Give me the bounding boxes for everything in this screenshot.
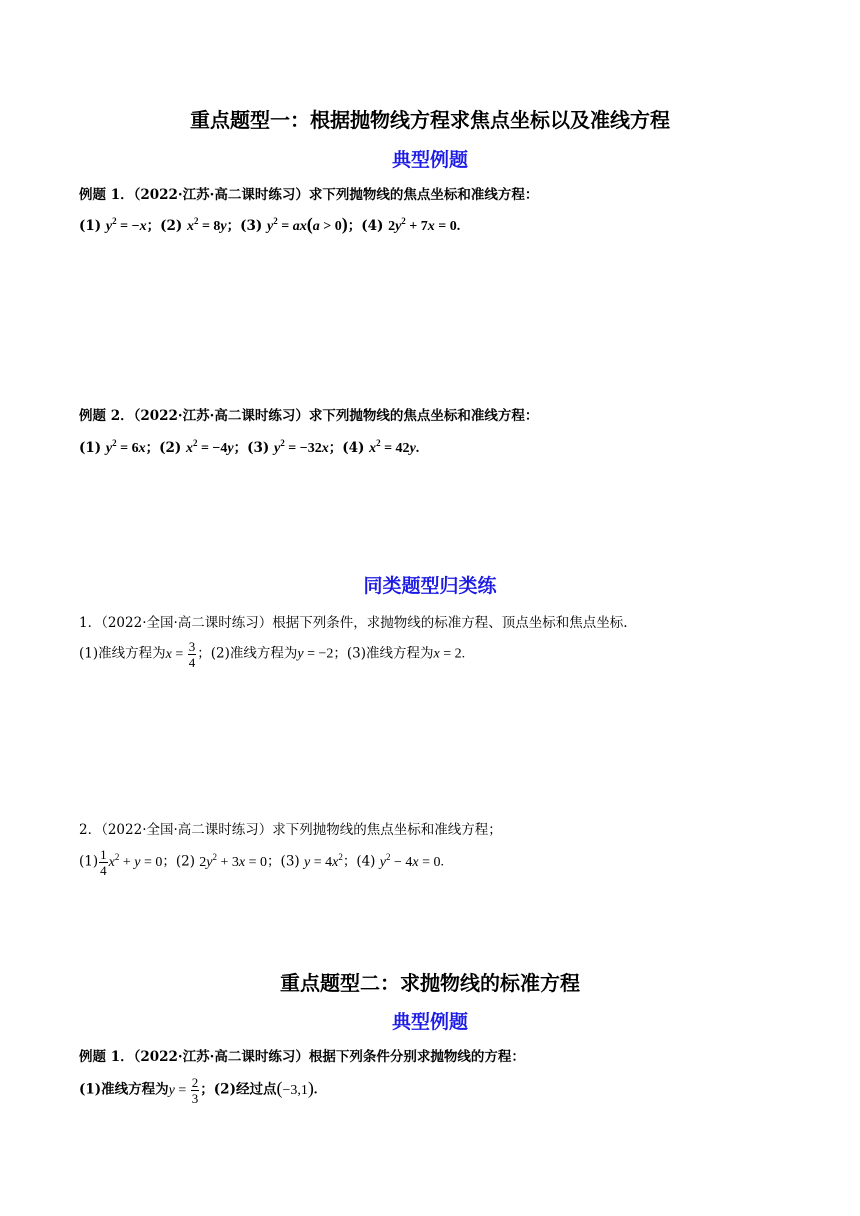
part-label: (3) xyxy=(280,853,300,870)
part-label: (3) xyxy=(247,440,270,456)
part-text: ；(2)准线方程为 xyxy=(197,645,298,662)
equation: x = $\frac{3}{4}$ xyxy=(165,639,196,670)
equation: $y^2 = -x$ xyxy=(105,216,147,234)
s2-example1-conditions: (1)准线方程为y = $\frac{2}{3}$ ；(2)经过点(−3,1). xyxy=(79,1075,318,1106)
practice-title: 同类题型归类练 xyxy=(363,575,497,597)
part-label: (3) xyxy=(240,218,263,234)
part-label: (4) xyxy=(356,853,376,870)
equation: $y^2 - 4x = 0$ xyxy=(379,851,441,870)
part-label: (1) xyxy=(79,440,102,456)
practice1-source: （2022·全国·高二课时练习）根据下列条件，求抛物线的标准方程、顶点坐标和焦点坐标. xyxy=(101,615,628,631)
part-label: (1) xyxy=(79,218,102,234)
equation: $x^2 = 42y$ xyxy=(369,438,416,456)
equation: $x^2 = -4y$ xyxy=(185,438,234,456)
section1-subtitle: 典型例题 xyxy=(391,149,468,171)
equation: $y^2 = -32x$ xyxy=(274,438,329,456)
s1-example2-header xyxy=(79,404,538,424)
practice1-conditions: (1)准线方程为x = $\frac{3}{4}$ ；(2)准线方程为y = −2；(3)准线方程为x = 2. xyxy=(79,639,466,670)
equation: $y^2 = 6x$ xyxy=(105,438,146,456)
equation: $y^2 = ax(a > 0)$ xyxy=(267,214,348,234)
practice2-source: （2022·全国·高二课时练习）求下列抛物线的焦点坐标和准线方程； xyxy=(101,822,502,838)
equation: $y = 4x^2$ xyxy=(303,851,343,870)
section2-subtitle: 典型例题 xyxy=(391,1011,468,1033)
part-label: (4) xyxy=(342,440,365,456)
part-label: (2) xyxy=(159,440,182,456)
s1-example2-label: 例题 2． xyxy=(79,408,134,424)
s2-example1-header xyxy=(79,1045,525,1065)
part-text: (1)准线方程为 xyxy=(79,645,166,662)
practice1-header xyxy=(79,611,628,631)
practice2-label: 2． xyxy=(79,822,102,838)
s2-example1-source: （2022·江苏·高二课时练习）根据下列条件分别求抛物线的方程： xyxy=(133,1049,525,1065)
s1-example1-label: 例题 1． xyxy=(79,187,134,203)
s1-example2-equations: (1) $y^2 = 6x$；(2) $x^2 = -4y$；(3) $y^2 = -32x$；(4) $x^2 = 42y$. xyxy=(79,438,420,456)
equation: x = 2 xyxy=(433,646,462,662)
part-label: (4) xyxy=(361,218,384,234)
part-label: (2) xyxy=(160,218,183,234)
part-label: (2) xyxy=(175,853,195,870)
s1-example2-source: （2022·江苏·高二课时练习）求下列抛物线的焦点坐标和准线方程： xyxy=(133,408,539,424)
part-text: (1)准线方程为 xyxy=(79,1081,169,1098)
practice2-header xyxy=(79,818,502,838)
section1-title: 重点题型一：根据抛物线方程求焦点坐标以及准线方程 xyxy=(190,108,670,132)
practice1-label: 1． xyxy=(79,615,102,631)
practice2-equations: (1) $\frac{1}{4}$ $x^2 + y = 0$；(2) $2y^2 + 3x = 0$；(3) $y = 4x^2$；(4) $y^2 - 4x = 0$. xyxy=(79,847,444,878)
equation: $x^2 = 8y$ xyxy=(186,216,227,234)
equation: $2y^2 + 7x = 0$ xyxy=(388,216,457,234)
s2-example1-label: 例题 1． xyxy=(79,1049,134,1065)
equation: y = −2 xyxy=(297,646,334,662)
equation: $2y^2 + 3x = 0$ xyxy=(199,851,268,870)
equation: $\frac{1}{4}$ $x^2 + y = 0$ xyxy=(100,847,163,878)
part-label: (1) xyxy=(79,853,99,870)
part-text: ；(3)准线方程为 xyxy=(333,645,434,662)
s1-example1-header xyxy=(79,183,538,203)
equation: (−3,1) xyxy=(276,1077,314,1098)
part-text: ；(2)经过点 xyxy=(200,1081,277,1098)
s1-example1-equations: (1) $y^2 = -x$；(2) $x^2 = 8y$；(3) $y^2 = ax(a > 0)$；(4) $2y^2 + 7x = 0$. xyxy=(79,214,461,234)
equation: y = $\frac{2}{3}$ xyxy=(168,1075,199,1106)
section2-title: 重点题型二：求抛物线的标准方程 xyxy=(280,971,580,995)
s1-example1-source: （2022·江苏·高二课时练习）求下列抛物线的焦点坐标和准线方程： xyxy=(133,187,539,203)
